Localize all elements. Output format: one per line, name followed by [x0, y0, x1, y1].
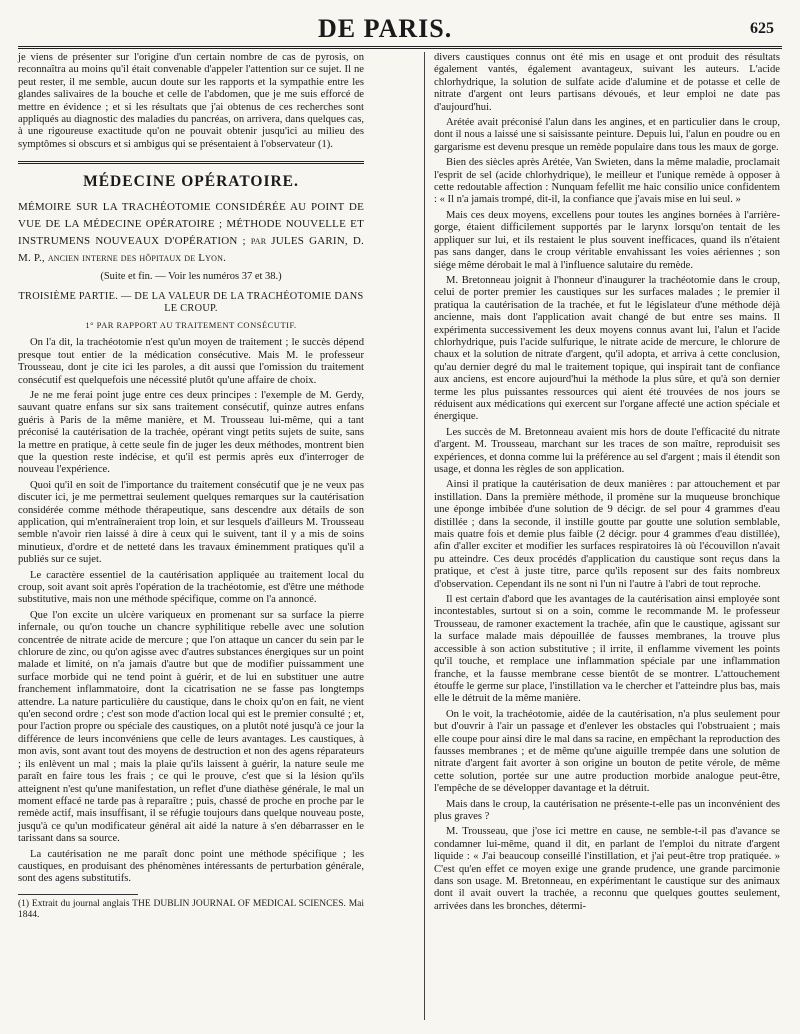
page-title: DE PARIS. [318, 14, 453, 43]
body-paragraph: Les succès de M. Bretonneau avaient mis hors de doute l'efficacité du nitrate d'argent. M. Trousseau, marchant sur les traces de son maître, reproduisit ses expériences, et donna comme lui la préférence au sel d'argent ; mais il étendit son usage, et donna les règles de son application. [434, 426, 780, 475]
body-paragraph: La cautérisation ne me paraît donc point une méthode spécifique ; les caustiques, en produisant des phénomènes intéressants de perturbation générale, sont des agens substitutifs. [18, 848, 364, 885]
body-paragraph: Ainsi il pratique la cautérisation de deux manières : par attouchement et par instillation. Dans la première méthode, il promène sur la muqueuse bronchique une éponge imbibée d'une solution de 9 décigr. de sel pour 4 grammes d'eau distillée ; dans la seconde, il instille goutte par goutte une solution semblable, mais quatre fois et demie plus faible (2 décigr. pour 4 grammes d'eau distillée), afin d'aller exciter et modifier les surfaces respiratoires là où l'écouvillon n'avait pu atteindre. Ces deux procédés d'application du caustique sont reçus dans la pratique, et c'est à juste titre, parce qu'ils reposent sur des faits nombreux d'observation. Cependant ils ne sont ni l'un ni l'autre à l'abri de tout reproche. [434, 479, 780, 590]
body-paragraph: Bien des siècles après Arétée, Van Swieten, dans la même maladie, proclamait l'esprit de sel (acide chlorhydrique), le meilleur et l'unique remède à opposer à cette redoutable affection : Nunquam fefellit me haic consilio unice confidentem : « Il n'a jamais trompé, dit-il, la confiance que j'avais mise en lui seul. » [434, 157, 780, 206]
body-paragraph: On l'a dit, la trachéotomie n'est qu'un moyen de traitement ; le succès dépend presque tout entier de la médication consécutive. Mais M. le professeur Trousseau, dont je cite ici les paroles, a dit aussi que l'omission du traitement consécutif est quelquefois une nécessité plutôt qu'une affaire de choix. [18, 337, 364, 386]
article-title: MÉMOIRE SUR LA TRACHÉOTOMIE CONSIDÉRÉE AU POINT DE VUE DE LA MÉDECINE OPÉRATOIRE ; MÉTHODE NOUVELLE ET INSTRUMENS NOUVEAUX D'OPÉRATION ; par JULES GARIN, D. M. P., ancien interne des hôpitaux de Lyon. [18, 200, 364, 264]
body-paragraph: Mais dans le croup, la cautérisation ne présente-t-elle pas un inconvénient des plus graves ? [434, 798, 780, 822]
body-paragraph: On le voit, la trachéotomie, aidée de la cautérisation, n'a plus seulement pour but d'ouvrir à l'air un passage et d'enlever les obstacles qui l'obstruaient ; mais elle coupe pour ainsi dire le mal dans sa racine, en empêchant la reproduction des fausses membranes ; et de même qu'une aiguille trempée dans une solution de nitrate d'argent fait avorter à son origine un bouton de petite vérole, de même cette solution, portée sur une autre production morbide analogue peut-être, l'empêche de se développer davantage et la détruit. [434, 708, 780, 795]
body-paragraph: M. Trousseau, que j'ose ici mettre en cause, ne semble-t-il pas d'avance se condamner lui-même, quand il dit, en parlant de l'emploi du nitrate d'argent liquide : « J'ai beaucoup conseillé l'instillation, et j'ai peut-être trop pratiquée. » C'est qu'en effet ce moyen exige une grande prudence, une grande parcimonie dans son usage. M. Bretonneau, en expérimentant le caustique sur des animaux dont il avait ouvert la trachée, a reconnu que quelques gouttes seulement, arrivées dans les bronches, détermi- [434, 826, 780, 912]
page-header [18, 6, 782, 46]
footnote-rule [18, 894, 138, 895]
body-paragraph: Je ne me ferai point juge entre ces deux principes : l'exemple de M. Gerdy, sauvant quatre enfans sur six sans traitement consécutif, quinze autres enfans guéris à Paris de la même manière, et M. Trousseau lui-même, qui a tant préconisé la cautérisation de la trachée, opérant vingt petits sujets de suite, sans la mettre en pratique, à cette seule fin de juger les deux méthodes, montrent bien que la question reste indécise, et qu'il est permis après eux d'interroger de nouveau l'expérience. [18, 389, 364, 476]
section-separator [18, 161, 364, 164]
header-rule [18, 46, 782, 49]
body-paragraph: divers caustiques connus ont été mis en usage et ont produit des résultats également vantés, également avantageux, suivant les auteurs. L'acide chlorhydrique, la solution de sulfate acide d'alumine et de potasse et celle de nitrate d'argent ont leurs partisans dévoués, et leur emploi ne date pas d'aujourd'hui. [434, 52, 780, 113]
body-paragraph: Mais ces deux moyens, excellens pour toutes les angines bornées à l'arrière-gorge, étaient difficilement supportés par le larynx lorsqu'on tentait de les appliquer sur lui, et ils restaient le plus souvent inefficaces, quand ils n'étaient pas sans danger, dans le croup véritable envahissant les voies aériennes ; son siége même dérobait le mal à l'influence salutaire du remède. [434, 209, 780, 271]
intro-paragraph: je viens de présenter sur l'origine d'un certain nombre de cas de pyrosis, on reconnaîtra au moins qu'il était convenable d'appeler l'attention sur ce sujet. Il ne peut rester, il me semble, aucun doute sur les rapports et la sympathie entre les glandes salivaires de la bouche et celle de l'abdomen, que je me suis efforcé de mettre en évidence ; et si les résultats que j'ai obtenus de ces recherches sont appliqués au diagnostic des maladies du pancréas, on arrivera, dans quelques cas, à une rigoureuse exactitude qu'on ne pouvait obtenir jusqu'ici au milieu des symptômes si obscurs et si ambigus qui se présentaient à l'observateur (1). [18, 52, 364, 150]
continuation-note: (Suite et fin. — Voir les numéros 37 et 38.) [100, 270, 282, 282]
body-paragraph: Quoi qu'il en soit de l'importance du traitement consécutif que je ne veux pas discuter ici, je me permettrai seulement quelques remarques sur la cautérisation considérée comme méthode thérapeutique, sans descendre aux détails de son application, qui m'entraîneraient trop loin, et sur lesquels d'ailleurs M. Trousseau semble n'avoir rien laissé à dire à ceux qui le suivent, tant il y a mis de soins minutieux, d'ordre et de netteté dans les travaux éminemment pratiques qu'il a publiés sur ce sujet. [18, 479, 364, 566]
body-paragraph: Le caractère essentiel de la cautérisation appliquée au traitement local du croup, soit avant soit après l'opération de la trachéotomie, est d'être une méthode substitutive, mais non une méthode spécifique, comme on l'a annoncé. [18, 569, 364, 606]
footnote: (1) Extrait du journal anglais THE DUBLIN JOURNAL OF MEDICAL SCIENCES. Mai 1844. [18, 898, 364, 920]
column-divider [424, 52, 425, 1020]
body-paragraph: Arétée avait préconisé l'alun dans les angines, et en particulier dans le croup, dont il nous a laissé une si saisissante peinture. Depuis lui, l'alun en poudre ou en gargarisme est devenu presque un remède populaire dans tous les maux de gorge. [434, 117, 780, 153]
body-paragraph: Que l'on excite un ulcère variqueux en promenant sur sa surface la pierre infernale, ou qu'on touche un chancre syphilitique rebelle avec une solution concentrée de nitrate acide de mercure ; que l'on attaque un cancer du sein par le chlorure de zinc, ou qu'on agisse avec d'autres substances énergiques sur un point malade et limité, on n'a jamais d'autre but que de modifier puissamment une surface morbide qui ne tend point à guérir, et de lui en substituer une autre franchement inflammatoire, dont la cicatrisation ne se fasse pas longtemps attendre. La nature particulière du caustique, dans le choix qu'on en fait, ne vient qu'en second ordre ; c'est son mode d'action local qui est le premier consulté ; et, pour l'action propre ou spéciale des caustiques, on a plutôt noté jusqu'à ce jour la différence de leurs inconvéniens que celle de leurs avantages. Les caustiques, à mon avis, sont avant tout des moyens de destruction et non des agens réparateurs ; ils enlèvent un mal ; mais la plaie qu'ils laissent à guérir, la nature seule me paraît en faire tous les frais ; ce qui le prouve, c'est que si la lésion qu'ils atteignent n'est qu'une manifestation, un reflet d'une diathèse générale, le mal un moment effacé ne tarde pas à reparaître ; puis, chassé de proche en proche par le remède actif, mais insuffisant, il se réfugie toujours dans quelque nouveau poste, jusqu'à ce qu'un modificateur général ait aidé la nature à s'en débarrasser en le tarissant dans sa source. [18, 609, 364, 845]
page-number: 625 [750, 20, 774, 37]
body-paragraph: Il est certain d'abord que les avantages de la cautérisation ainsi employée sont incontestables, surtout si on a soin, comme le recommande M. le professeur Trousseau, de ramoner exactement la trachée, afin que le caustique, agissant sur la surface malade mais dépouillée de fausses membranes, la trouve plus accessible à son action substitutive ; il irrite, il enflamme vivement les points qu'il touche, et remplace une inflammation spéciale par une inflammation franche, et la fausse membrane cesse bientôt de se montrer. L'attouchement étouffe le germe sur place, l'instillation va le chercher et l'atteindre plus bas, mais elle le détruit de la même manière. [434, 594, 780, 705]
part-heading: TROISIÈME PARTIE. — DE LA VALEUR DE LA TRACHÉOTOMIE DANS LE CROUP. [18, 291, 364, 315]
subheading: 1° PAR RAPPORT AU TRAITEMENT CONSÉCUTIF. [85, 319, 297, 330]
body-paragraph: M. Bretonneau joignit à l'honneur d'inaugurer la trachéotomie dans le croup, celui de porter premier les caustiques sur les surfaces malades ; le premier il pratiqua la cautérisation de la trachée, et fut le législateur d'une méthode déjà ancienne, mais dont l'application avait changé de but entre ses mains. Il expérimenta successivement les deux moyens connus avant lui, l'alun et l'acide chlorhydrique, puis l'acide sulfurique, le nitrate acide de mercure, le chlorure de chaux et la solution de nitrate d'argent, qu'il adopta, et arriva à cette conclusion, qu'au dernier degré du mal le traitement topique, qui inspirait tant de confiance aux anciens, est encore aujourd'hui la méthode la plus sûre, et qu'à son dernier terme les plus puissantes ressources qui aient été trouvées de nos jours se réduisent aux médications qui exercent sur l'organe affecté une action spéciale et énergique. [434, 274, 780, 423]
right-column [434, 52, 780, 916]
section-title: MÉDECINE OPÉRATOIRE. [83, 173, 299, 191]
left-column [18, 52, 364, 921]
